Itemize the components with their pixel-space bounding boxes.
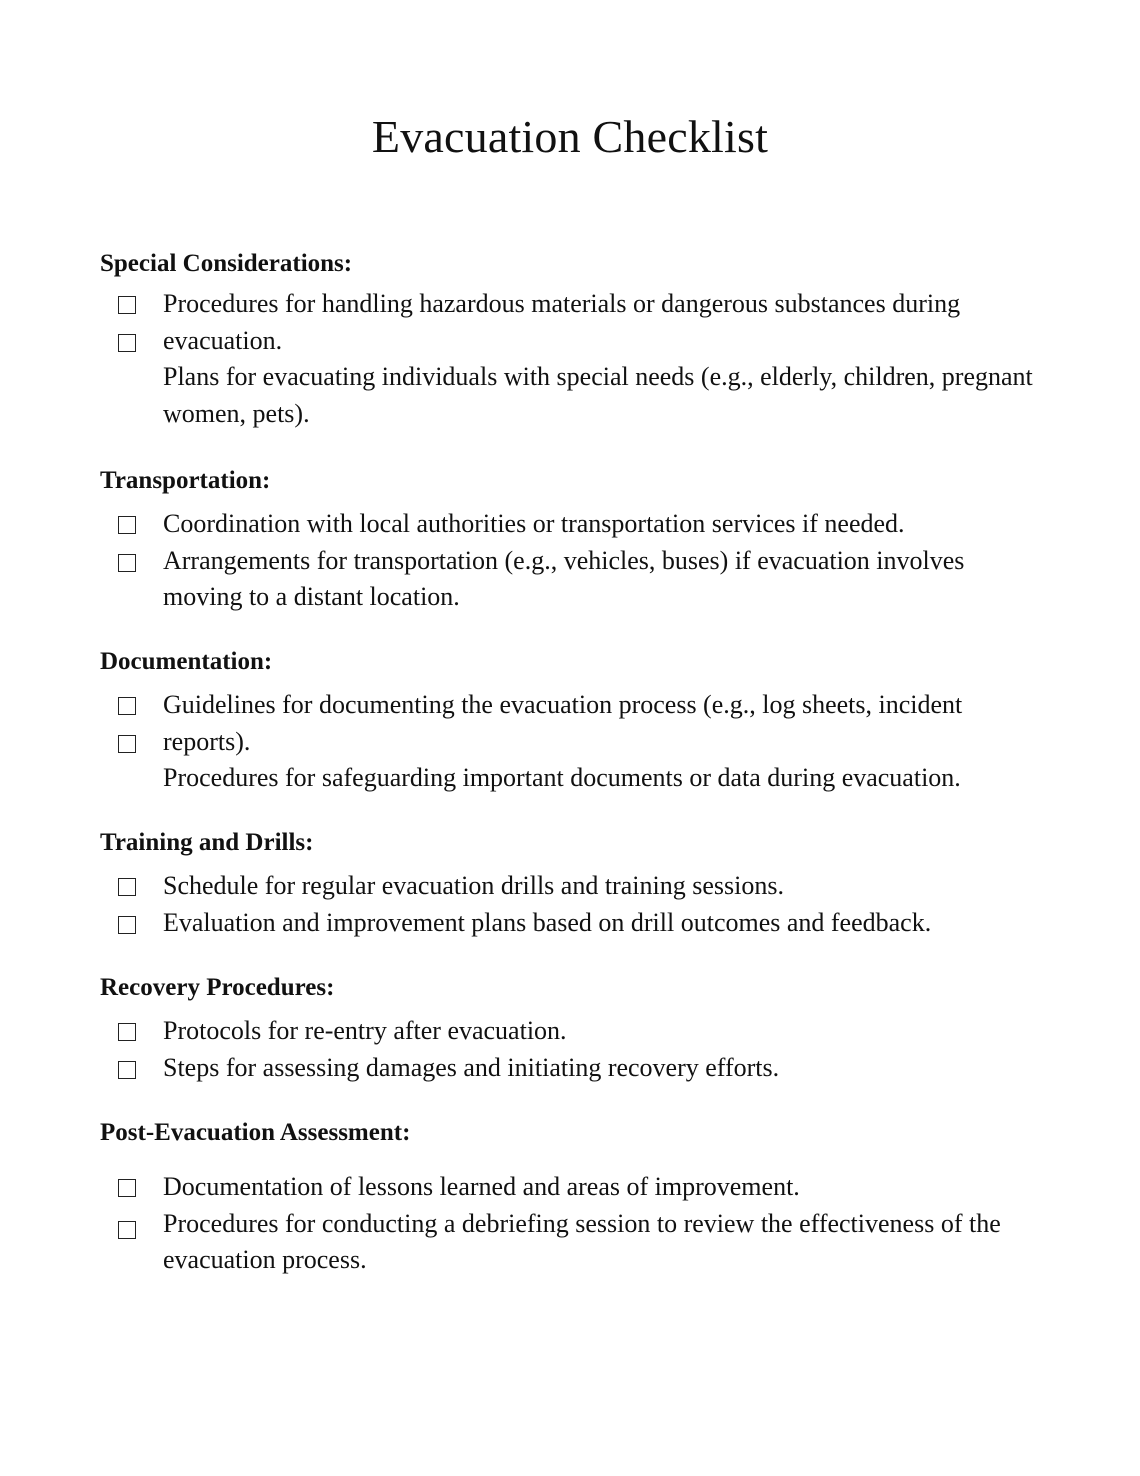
checklist-item-text: Arrangements for transportation (e.g., vehicles, buses) if evacuation involves moving to a distant location. [163,545,965,611]
checklist-text [163,1013,1043,1086]
checklist-item-text: Plans for evacuating individuals with special needs (e.g., elderly, children, pregnant women, pets). [163,362,1033,428]
checklist-text [163,506,1043,616]
checkbox[interactable] [118,1023,136,1041]
checkbox[interactable] [118,878,136,896]
section-heading: Post-Evacuation Assessment: [100,1119,411,1146]
checklist-item-text: Documentation of lessons learned and areas of improvement. [163,1172,800,1201]
checklist-item-text: Coordination with local authorities or transportation services if needed. [163,509,905,538]
checkbox[interactable] [118,1061,136,1079]
section-transportation [100,461,1060,611]
checklist-item-text: Steps for assessing damages and initiating recovery efforts. [163,1052,780,1082]
section-training-and-drills [100,823,1060,937]
page-title: Evacuation Checklist [371,111,769,162]
section-heading: Transportation: [100,467,271,494]
checkbox[interactable] [118,516,136,534]
section-post-evacuation-assessment [100,1113,1060,1274]
checkbox[interactable] [118,1221,136,1239]
checkbox[interactable] [118,735,136,753]
checkbox[interactable] [118,1179,136,1197]
section-heading: Documentation: [100,648,273,675]
section-heading: Special Considerations: [100,250,353,277]
section-recovery-procedures [100,968,1060,1082]
checklist-text [163,286,1043,432]
checklist-item-text: Schedule for regular evacuation drills and training sessions. [163,871,784,900]
section-special-considerations [100,244,1060,428]
checkbox[interactable] [118,296,136,314]
section-heading: Training and Drills: [100,829,314,856]
section-heading: Recovery Procedures: [100,974,335,1001]
checklist-item-text: Evaluation and improvement plans based on drill outcomes and feedback. [163,907,932,937]
checkbox[interactable] [118,916,136,934]
checkbox[interactable] [118,334,136,352]
checklist-text [163,868,1043,941]
section-documentation [100,642,1060,792]
checklist-item-text: Procedures for handling hazardous materials or dangerous substances during evacuation. [163,289,961,355]
checklist-item-text: Procedures for conducting a debriefing session to review the effectiveness of the evacuation process. [163,1208,1001,1274]
checklist-text [163,687,1043,797]
checklist-item-text: Procedures for safeguarding important documents or data during evacuation. [163,763,961,792]
checkbox[interactable] [118,697,136,715]
checklist-text [163,1169,1043,1279]
checkbox[interactable] [118,554,136,572]
checklist-item-text: Protocols for re-entry after evacuation. [163,1016,567,1045]
checklist-item-text: Guidelines for documenting the evacuation process (e.g., log sheets, incident reports). [163,690,963,756]
